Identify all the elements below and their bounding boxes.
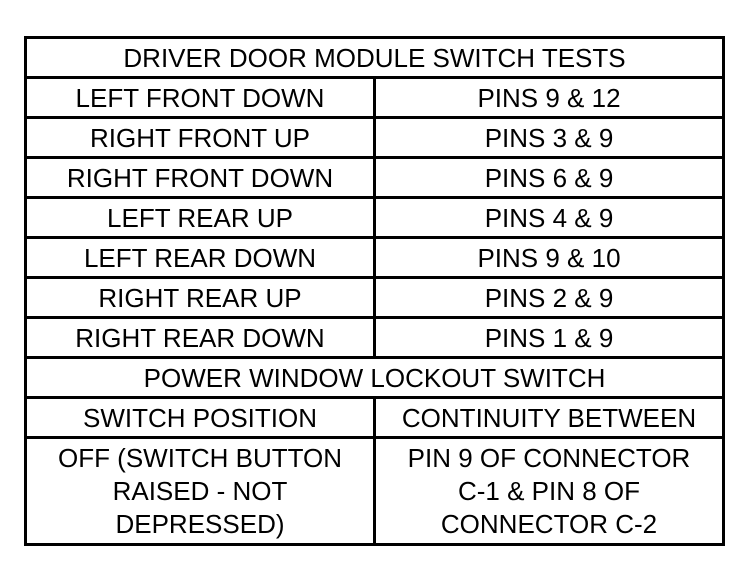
switch-cell: LEFT FRONT DOWN (26, 78, 375, 118)
pins-cell: PINS 9 & 12 (375, 78, 724, 118)
switch-position-header: SWITCH POSITION (26, 398, 375, 438)
continuity-line: CONNECTOR C-2 (440, 508, 658, 539)
table-row (26, 158, 724, 198)
switch-cell: RIGHT REAR DOWN (26, 318, 375, 358)
continuity-header: CONTINUITY BETWEEN (375, 398, 724, 438)
position-line: DEPRESSED) (115, 508, 285, 539)
switch-tests-table (24, 36, 725, 546)
table-row (26, 198, 724, 238)
table-title: DRIVER DOOR MODULE SWITCH TESTS (26, 38, 724, 78)
switch-position-cell (26, 438, 375, 545)
lockout-header-row (26, 398, 724, 438)
table-row (26, 318, 724, 358)
continuity-line: PIN 9 OF CONNECTOR (407, 442, 691, 473)
table-row (26, 238, 724, 278)
pins-cell: PINS 2 & 9 (375, 278, 724, 318)
lockout-heading: POWER WINDOW LOCKOUT SWITCH (26, 358, 724, 398)
table-row (26, 78, 724, 118)
continuity-line: C-1 & PIN 8 OF (457, 475, 641, 506)
switch-cell: LEFT REAR DOWN (26, 238, 375, 278)
switch-cell: RIGHT FRONT UP (26, 118, 375, 158)
position-line: OFF (SWITCH BUTTON (57, 442, 343, 473)
pins-cell: PINS 3 & 9 (375, 118, 724, 158)
switch-cell: LEFT REAR UP (26, 198, 375, 238)
position-line: RAISED - NOT (112, 475, 288, 506)
continuity-cell (375, 438, 724, 545)
pins-cell: PINS 4 & 9 (375, 198, 724, 238)
lockout-data-row (26, 438, 724, 545)
table-row (26, 118, 724, 158)
lockout-heading-row (26, 358, 724, 398)
pins-cell: PINS 6 & 9 (375, 158, 724, 198)
table-row (26, 278, 724, 318)
pins-cell: PINS 1 & 9 (375, 318, 724, 358)
pins-cell: PINS 9 & 10 (375, 238, 724, 278)
switch-cell: RIGHT FRONT DOWN (26, 158, 375, 198)
switch-cell: RIGHT REAR UP (26, 278, 375, 318)
title-row (26, 38, 724, 78)
